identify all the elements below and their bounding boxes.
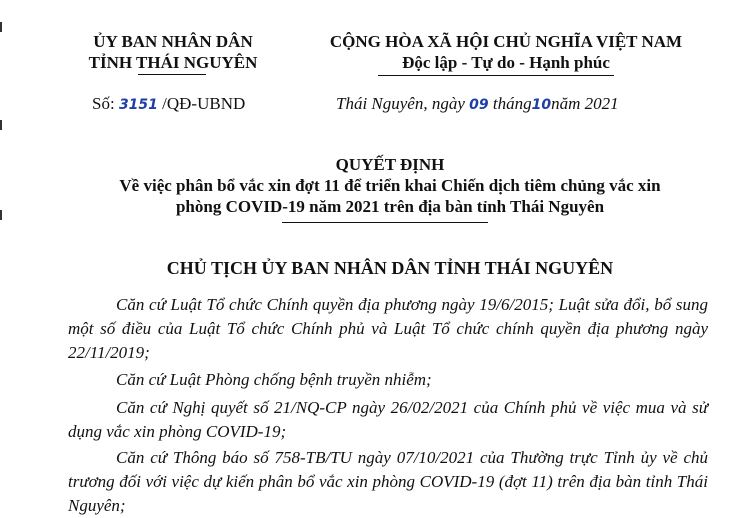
scan-edge-mark — [0, 120, 2, 130]
legal-basis-paragraph: Căn cứ Nghị quyết số 21/NQ-CP ngày 26/02/2021 của Chính phủ về việc mua và sử dụng vắc xin phòng COVID-19; — [68, 398, 708, 441]
document-number — [92, 94, 245, 114]
legal-basis-paragraph: Căn cứ Thông báo số 758-TB/TU ngày 07/10/2021 của Thường trực Tỉnh ủy về chủ trương đối với việc dự kiến phân bổ vắc xin phòng COVID-19 (đợt 11) trên địa bàn tỉnh Thái Nguyên; — [68, 448, 708, 515]
place-date-prefix: Thái Nguyên, ngày — [336, 94, 465, 113]
legal-basis-paragraph: Căn cứ Luật Phòng chống bệnh truyền nhiễm; — [116, 370, 432, 389]
issuer-line-2: TỈNH THÁI NGUYÊN — [88, 53, 258, 72]
issuer-underline — [138, 74, 206, 75]
year-text: năm 2021 — [551, 94, 619, 113]
handwritten-month: 10 — [531, 97, 552, 113]
number-label: Số: — [92, 94, 115, 113]
legal-basis-paragraph: Căn cứ Luật Tổ chức Chính quyền địa phương ngày 19/6/2015; Luật sửa đổi, bổ sung một số điều của Luật Tổ chức Chính phủ và Luật Tổ chức chính quyền địa phương ngày 22/11/2019; — [68, 295, 708, 362]
number-suffix: /QĐ-UBND — [162, 94, 246, 113]
motto-underline — [378, 75, 614, 76]
subject-line-2: phòng COVID-19 năm 2021 trên địa bàn tỉnh Thái Nguyên — [175, 197, 605, 216]
handwritten-day: 09 — [469, 97, 489, 113]
document-title: QUYẾT ĐỊNH — [335, 155, 445, 174]
scan-edge-mark — [0, 22, 2, 32]
handwritten-number: 3151 — [118, 97, 158, 113]
place-date — [336, 94, 619, 114]
month-label: tháng — [492, 94, 532, 113]
title-underline — [282, 222, 488, 223]
scan-edge-mark — [0, 210, 2, 220]
motto: Độc lập - Tự do - Hạnh phúc — [402, 53, 610, 72]
subject-line-1: Về việc phân bổ vắc xin đợt 11 để triển khai Chiến dịch tiêm chủng vắc xin — [119, 176, 661, 195]
issuer-line-1: ỦY BAN NHÂN DÂN — [93, 32, 253, 51]
authority-heading: CHỦ TỊCH ỦY BAN NHÂN DÂN TỈNH THÁI NGUYÊN — [166, 258, 614, 278]
country-heading: CỘNG HÒA XÃ HỘI CHỦ NGHĨA VIỆT NAM — [329, 32, 683, 51]
